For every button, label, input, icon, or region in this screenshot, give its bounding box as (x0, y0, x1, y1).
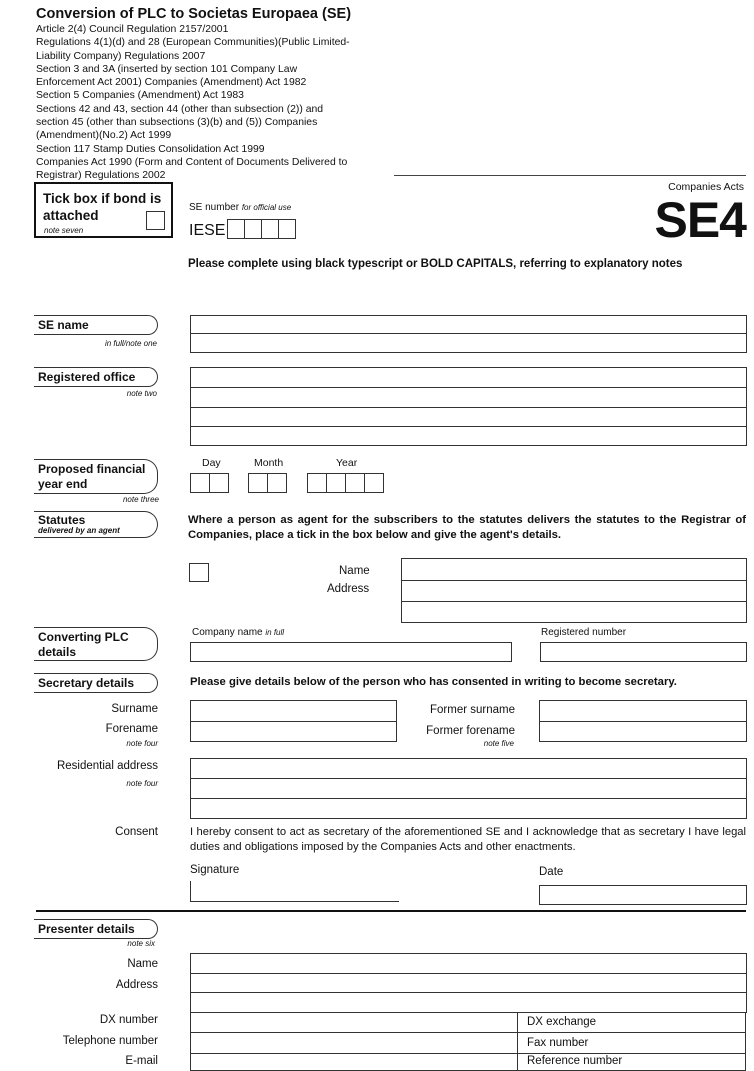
note-five: note five (483, 739, 514, 748)
bond-tick-note: note seven (44, 226, 84, 235)
legislation-line: Liability Company) Regulations 2007 (36, 50, 206, 62)
dx-number-label: DX number (99, 1014, 158, 1026)
tab-statutes (34, 511, 158, 538)
presenter-address-label: Address (115, 979, 158, 991)
dx-exchange-label: DX exchange (527, 1016, 597, 1028)
registered-number-label: Registered number (541, 627, 627, 638)
dx-row[interactable] (190, 1012, 746, 1033)
se-name-field[interactable] (190, 315, 747, 353)
tab-secretary: Secretary details (34, 673, 158, 693)
email-label: E-mail (125, 1055, 158, 1067)
dx-row-divider (517, 1012, 518, 1032)
day-cells[interactable] (191, 473, 229, 493)
email-row-divider (517, 1053, 518, 1070)
legislation-line: Enforcement Act 2001) Companies (Amendment) Act 1982 (36, 77, 307, 89)
date-label: Date (539, 866, 564, 878)
tab-financial-year: Proposed financial year end (34, 459, 158, 494)
iese-prefix: IESE (189, 222, 226, 239)
note-four-b: note four (126, 779, 158, 788)
statutes-instruction: Where a person as agent for the subscribers to the statutes delivers the statutes to the Registrar of Companies, place a tick in the box below and give the agent's details. (188, 514, 746, 541)
date-input[interactable] (539, 885, 747, 905)
secretary-instruction: Please give details below of the person who has consented in writing to become secretary. (190, 676, 677, 688)
statutes-tab-label: Statutes (38, 513, 86, 527)
legislation-line: Section 3 and 3A (inserted by section 101 Company Law (36, 63, 298, 75)
year-label: Year (336, 457, 358, 469)
residential-address-field[interactable] (190, 758, 747, 819)
agent-address-label: Address (327, 583, 370, 595)
residential-address-label: Residential address (56, 760, 158, 772)
se-number-label-group (189, 202, 291, 213)
bond-attached-checkbox[interactable] (146, 211, 165, 230)
legislation-line: section 45 (other than subsections (3)(b) and (5)) Companies (36, 117, 318, 129)
registered-office-note: note two (126, 389, 157, 398)
completion-instruction: Please complete using black typescript or BOLD CAPITALS, referring to explanatory notes (188, 258, 683, 270)
presenter-note: note six (127, 939, 155, 948)
telephone-label: Telephone number (62, 1035, 158, 1047)
tab-converting-plc: Converting PLC details (34, 627, 158, 661)
note-four: note four (126, 739, 158, 748)
legislation-list (36, 23, 350, 183)
former-surname-label: Former surname (430, 704, 515, 716)
form-title: Conversion of PLC to Societas Europaea (SE) (36, 6, 352, 22)
year-cells[interactable] (308, 473, 384, 493)
tab-registered-office: Registered office (34, 367, 158, 387)
header-rule (394, 175, 746, 176)
legislation-line: Section 5 Companies (Amendment) Act 1983 (36, 90, 244, 102)
former-forename-label: Former forename (426, 725, 515, 737)
dx-top-rule (190, 1012, 746, 1013)
statutes-tab-sub: delivered by an agent (38, 526, 120, 535)
former-name-field[interactable] (539, 700, 747, 742)
legislation-line: Regulations 4(1)(d) and 28 (European Communities)(Public Limited- (36, 37, 350, 49)
agent-name-label: Name (339, 565, 370, 577)
day-label: Day (202, 457, 221, 469)
legislation-line: (Amendment)(No.2) Act 1999 (36, 130, 172, 142)
telephone-row-divider (517, 1033, 518, 1053)
presenter-address-field[interactable] (190, 953, 747, 1013)
consent-text: I hereby consent to act as secretary of the aforementioned SE and I acknowledge that as secretary I have legal duties and obligations imposed by the Companies Acts and other enactments. (190, 826, 746, 853)
signature-field[interactable] (190, 881, 399, 902)
registered-number-input[interactable] (540, 642, 747, 662)
bond-tick-label: Tick box if bond is attached (43, 191, 162, 223)
legislation-line: Article 2(4) Council Regulation 2157/2001 (36, 24, 229, 35)
official-use-note: for official use (241, 203, 292, 212)
signature-label: Signature (190, 864, 240, 876)
in-full-note: in full (265, 628, 285, 637)
month-cells[interactable] (249, 473, 287, 493)
month-label: Month (254, 457, 284, 469)
agent-tick-checkbox[interactable] (189, 563, 209, 582)
telephone-row[interactable] (190, 1033, 746, 1054)
company-name-label-group (192, 627, 284, 638)
surname-label: Surname (111, 703, 158, 715)
registered-office-field[interactable] (190, 367, 747, 446)
reference-number-label: Reference number (527, 1055, 623, 1067)
fax-label: Fax number (527, 1037, 589, 1049)
section-divider (36, 910, 746, 912)
secretary-name-field[interactable] (190, 700, 397, 742)
tab-se-name: SE name (34, 315, 158, 335)
forename-label: Forename (105, 723, 158, 735)
se-number-cells[interactable] (228, 219, 296, 239)
bond-tick-panel (34, 182, 173, 238)
tab-presenter: Presenter details (34, 919, 158, 939)
agent-details-field[interactable] (401, 558, 747, 623)
company-name-input[interactable] (190, 642, 512, 662)
company-name-label: Company name (192, 627, 263, 638)
legislation-line: Sections 42 and 43, section 44 (other than subsection (2)) and (36, 103, 324, 115)
email-row[interactable] (190, 1053, 746, 1071)
consent-label: Consent (115, 826, 158, 838)
presenter-name-label: Name (127, 958, 158, 970)
legislation-line: Companies Act 1990 (Form and Content of Documents Delivered to (36, 156, 348, 168)
se-name-note: in full/note one (104, 339, 157, 348)
financial-year-note: note three (122, 495, 159, 504)
legislation-line: Registrar) Regulations 2002 (36, 170, 166, 182)
form-code: SE4 (654, 192, 746, 248)
companies-acts-label: Companies Acts (668, 181, 744, 193)
se-number-label: SE number (189, 202, 240, 213)
legislation-line: Section 117 Stamp Duties Consolidation Act 1999 (36, 143, 265, 155)
